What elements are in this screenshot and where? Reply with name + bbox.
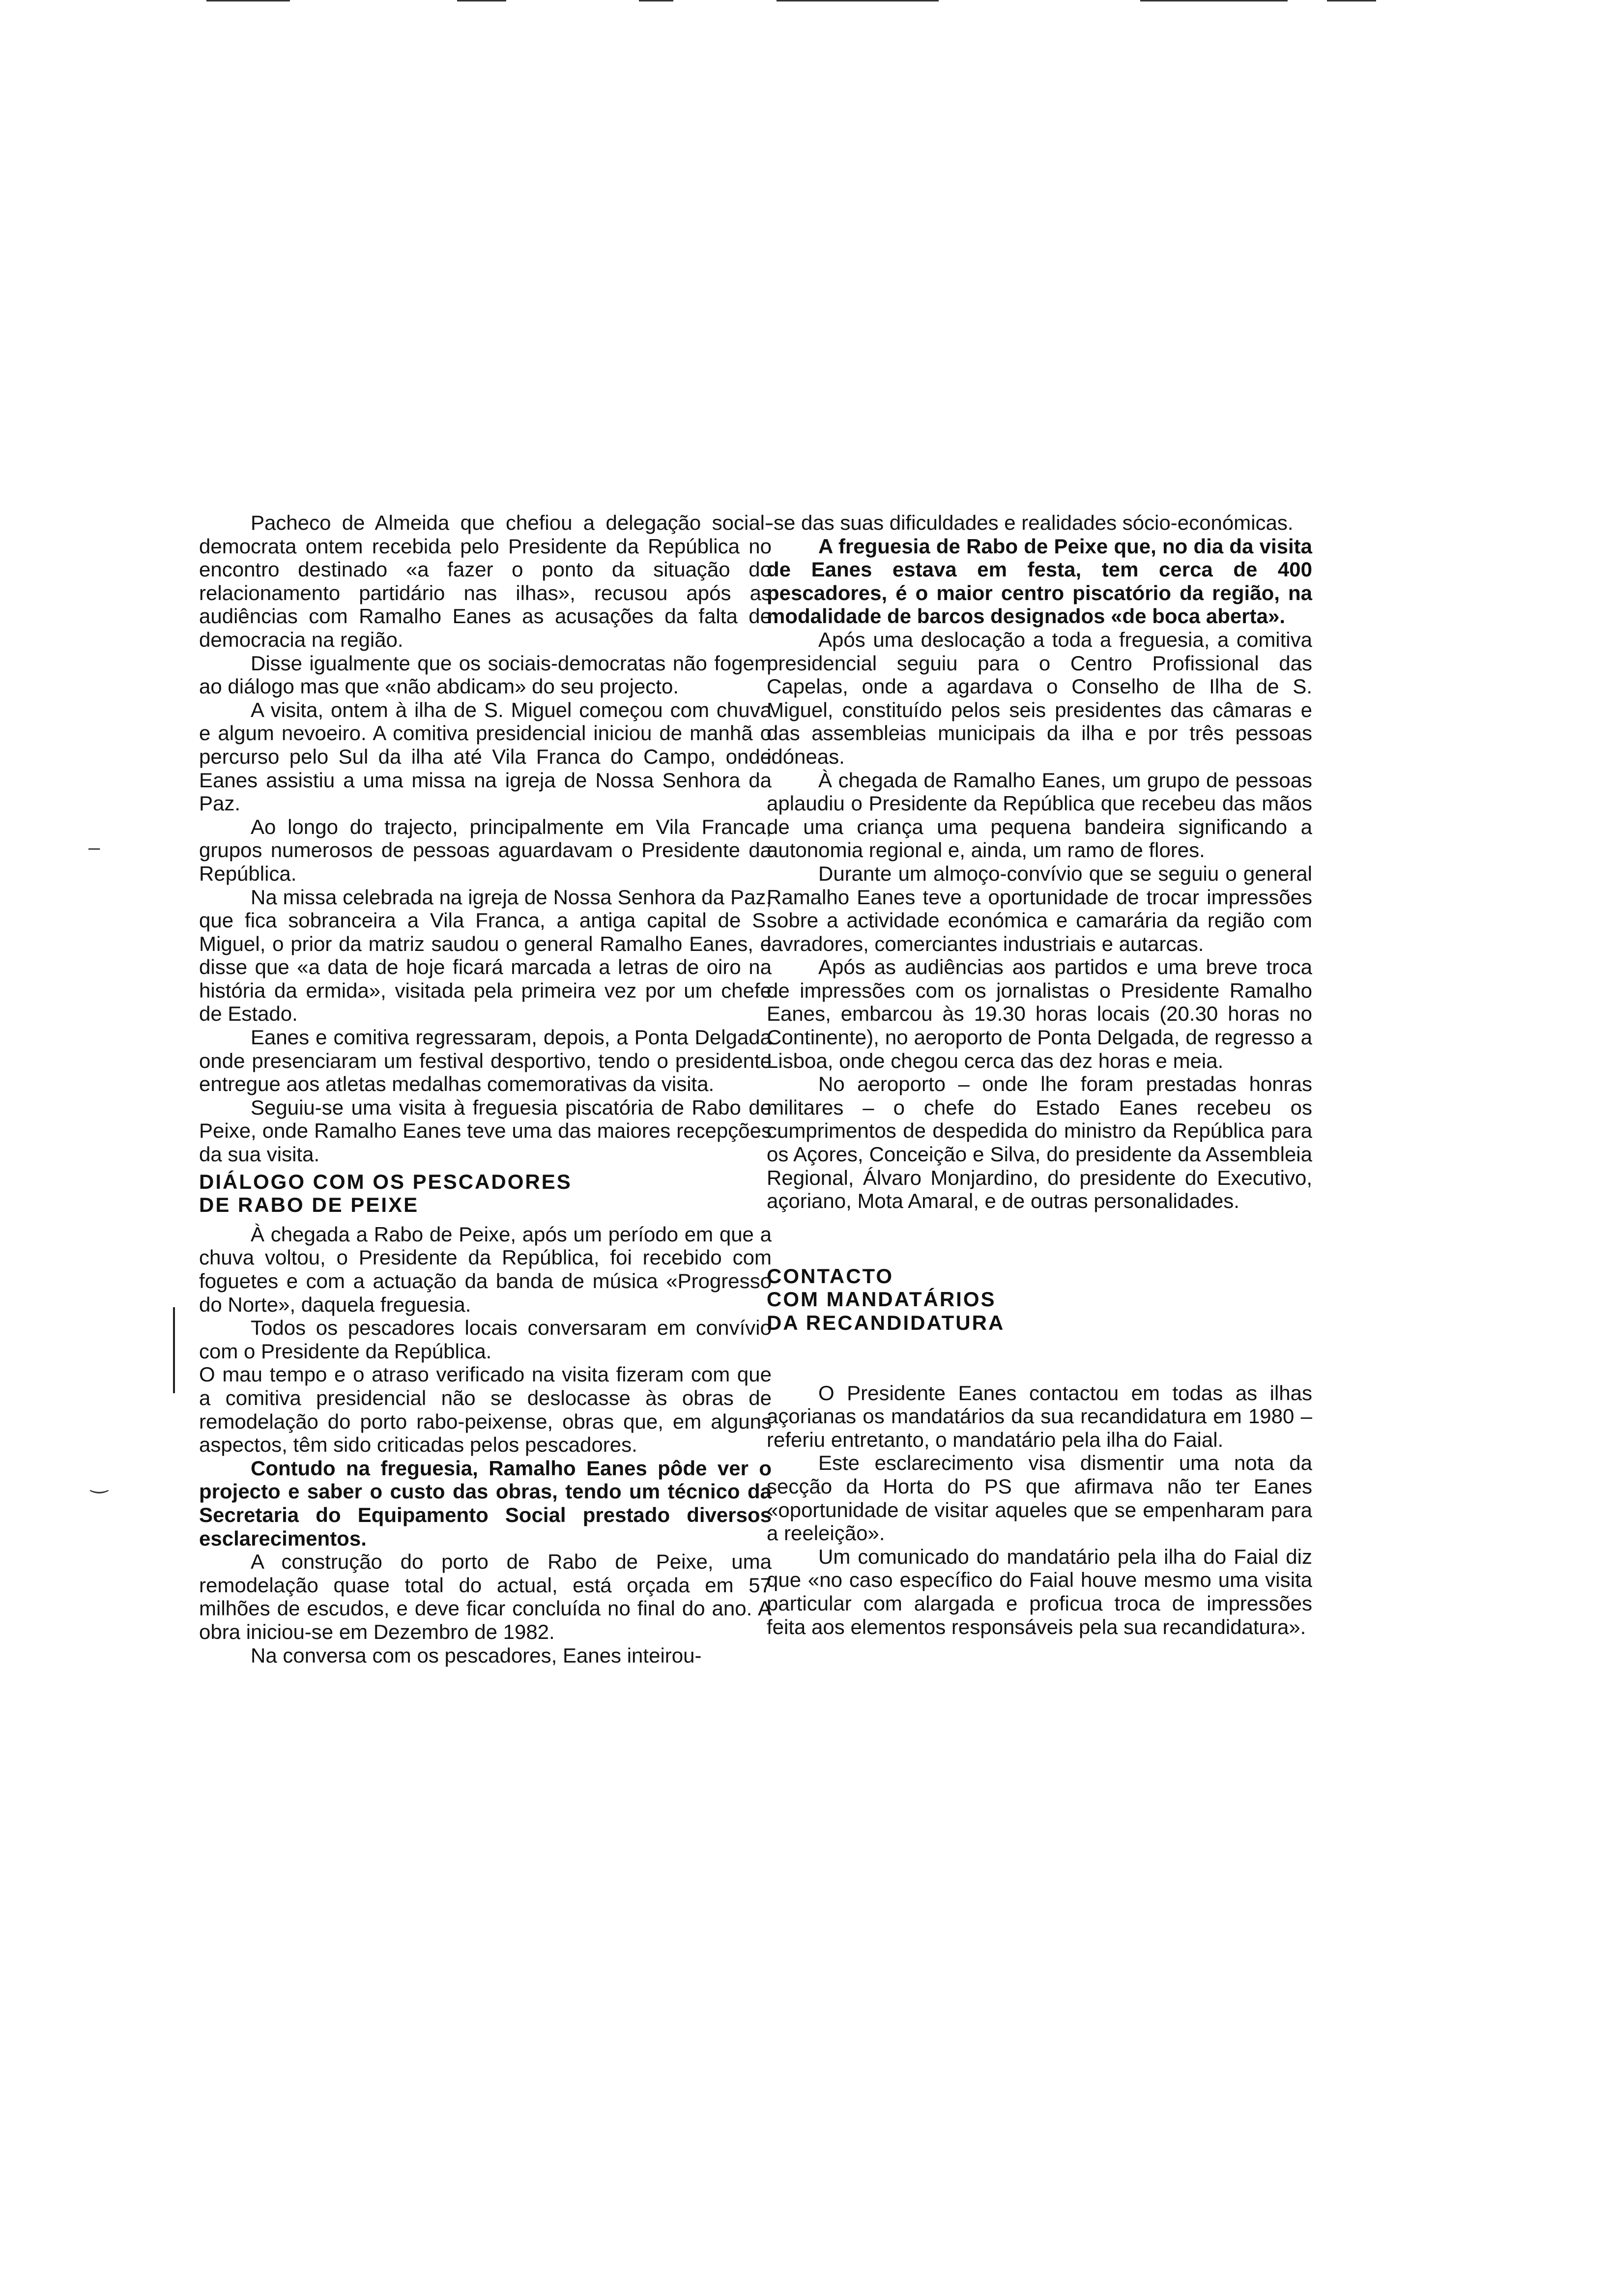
paragraph: Este esclarecimento visa dismentir uma nota da secção da Horta do PS que afirmava não ter Eanes «oportunidade de visitar aqueles que se empenharam para a reeleição».	[767, 1451, 1312, 1545]
heading-line: DA RECANDIDATURA	[767, 1311, 1005, 1334]
heading-line: DIÁLOGO COM OS PESCADORES	[199, 1170, 572, 1193]
scan-top-line	[1140, 0, 1288, 1]
scan-top-line	[206, 0, 290, 1]
paragraph: Após uma deslocação a toda a freguesia, a comitiva presidencial seguiu para o Centro Profissional das Capelas, onde a agardava o Conselho de Ilha de S. Miguel, constituído pelos seis presidentes das câmaras e das assembleias municipais da ilha e por três pessoas idóneas.	[767, 628, 1312, 768]
paragraph: Disse igualmente que os sociais-democratas não fogem ao diálogo mas que «não abdicam» do seu projecto.	[199, 651, 772, 698]
paragraph: Todos os pescadores locais conversaram em convívio com o Presidente da República.	[199, 1316, 772, 1363]
paragraph: Na missa celebrada na igreja de Nossa Senhora da Paz, que fica sobranceira a Vila Franca, a antiga capital de S. Miguel, o prior da matriz saudou o general Ramalho Eanes, e disse que «a data de hoje ficará marcada a letras de oiro na história da ermida», visitada pela primeira vez por um chefe de Estado.	[199, 885, 772, 1026]
paragraph: Na conversa com os pescadores, Eanes inteirou-	[251, 1643, 702, 1667]
paragraph: A visita, ontem à ilha de S. Miguel começou com chuva e algum nevoeiro. A comitiva presidencial iniciou de manhã o percurso pelo Sul da ilha até Vila Franca do Campo, onde Eanes assistiu a uma missa na igreja de Nossa Senhora da Paz.	[199, 698, 772, 815]
paragraph: Contudo na freguesia, Ramalho Eanes pôde ver o projecto e saber o custo das obras, tendo um técnico da Secretaria do Equipamento Social prestado diversos esclarecimentos.	[199, 1456, 772, 1550]
scan-top-line	[1327, 0, 1376, 1]
scan-top-line	[457, 0, 506, 1]
article-column-left	[199, 511, 772, 1667]
paragraph: Eanes e comitiva regressaram, depois, a Ponta Delgada onde presenciaram um festival desportivo, tendo o presidente entregue aos atletas medalhas comemorativas da visita.	[199, 1026, 772, 1096]
paragraph: -se das suas dificuldades e realidades sócio-económicas.	[767, 511, 1294, 534]
paragraph: Ao longo do trajecto, principalmente em Vila Franca, grupos numerosos de pessoas aguardavam o Presidente da República.	[199, 815, 772, 885]
margin-tick: –	[88, 835, 100, 859]
paragraph: À chegada de Ramalho Eanes, um grupo de pessoas aplaudiu o Presidente da República que recebeu das mãos de uma criança uma pequena bandeira significando a autonomia regional e, ainda, um ramo de flores.	[767, 768, 1312, 862]
paragraph: A construção do porto de Rabo de Peixe, uma remodelação quase total do actual, está orçada em 57 milhões de escudos, e deve ficar concluída no final do ano. A obra iniciou-se em Dezembro de 1982.	[199, 1550, 772, 1643]
section-heading	[767, 1264, 1312, 1335]
margin-tick: ‿	[91, 1470, 108, 1493]
paragraph: O mau tempo e o atraso verificado na visita fizeram com que a comitiva presidencial não se deslocasse às obras de remodelação do porto rabo-peixense, obras que, em alguns aspectos, têm sido criticadas pelos pescadores.	[199, 1363, 772, 1457]
scan-top-line	[777, 0, 939, 1]
scan-top-line	[639, 0, 673, 1]
paragraph: Pacheco de Almeida que chefiou a delegação social-democrata ontem recebida pelo Presidente da República no encontro destinado «a fazer o ponto da situação do relacionamento partidário nas ilhas», recusou após as audiências com Ramalho Eanes as acusações da falta de democracia na região.	[199, 511, 772, 651]
paragraph: A freguesia de Rabo de Peixe que, no dia da visita de Eanes estava em festa, tem cerca de 400 pescadores, é o maior centro piscatório da região, na modalidade de barcos designados «de boca aberta».	[767, 534, 1312, 628]
margin-bar	[173, 1307, 175, 1393]
heading-line: CONTACTO	[767, 1264, 894, 1288]
paragraph: Seguiu-se uma visita à freguesia piscatória de Rabo de Peixe, onde Ramalho Eanes teve uma das maiores recepções da sua visita.	[199, 1095, 772, 1166]
heading-line: COM MANDATÁRIOS	[767, 1288, 996, 1311]
paragraph: Após as audiências aos partidos e uma breve troca de impressões com os jornalistas o Presidente Ramalho Eanes, embarcou às 19.30 horas locais (20.30 horas no Continente), no aeroporto de Ponta Delgada, de regresso a Lisboa, onde chegou cerca das dez horas e meia.	[767, 955, 1312, 1072]
article-column-right	[767, 511, 1312, 1638]
paragraph: O Presidente Eanes contactou em todas as ilhas açorianas os mandatários da sua recandidatura em 1980 – referiu entretanto, o mandatário pela ilha do Faial.	[767, 1381, 1312, 1451]
paragraph: Um comunicado do mandatário pela ilha do Faial diz que «no caso específico do Faial houve mesmo uma visita particular com alargada e proficua troca de impressões feita aos elementos responsáveis pela sua recandidatura».	[767, 1545, 1312, 1638]
heading-line: DE RABO DE PEIXE	[199, 1193, 419, 1217]
paragraph: Durante um almoço-convívio que se seguiu o general Ramalho Eanes teve a oportunidade de trocar impressões sobre a actividade económica e camarária da região com lavradores, comerciantes industriais e autarcas.	[767, 861, 1312, 955]
paragraph: À chegada a Rabo de Peixe, após um período em que a chuva voltou, o Presidente da República, foi recebido com foguetes e com a actuação da banda de música «Progresso do Norte», daquela freguesia.	[199, 1222, 772, 1316]
section-heading	[199, 1170, 772, 1217]
paragraph: No aeroporto – onde lhe foram prestadas honras militares – o chefe do Estado Eanes recebeu os cumprimentos de despedida do ministro da República para os Açores, Conceição e Silva, do presidente da Assembleia Regional, Álvaro Monjardino, do presidente do Executivo, açoriano, Mota Amaral, e de outras personalidades.	[767, 1072, 1312, 1213]
